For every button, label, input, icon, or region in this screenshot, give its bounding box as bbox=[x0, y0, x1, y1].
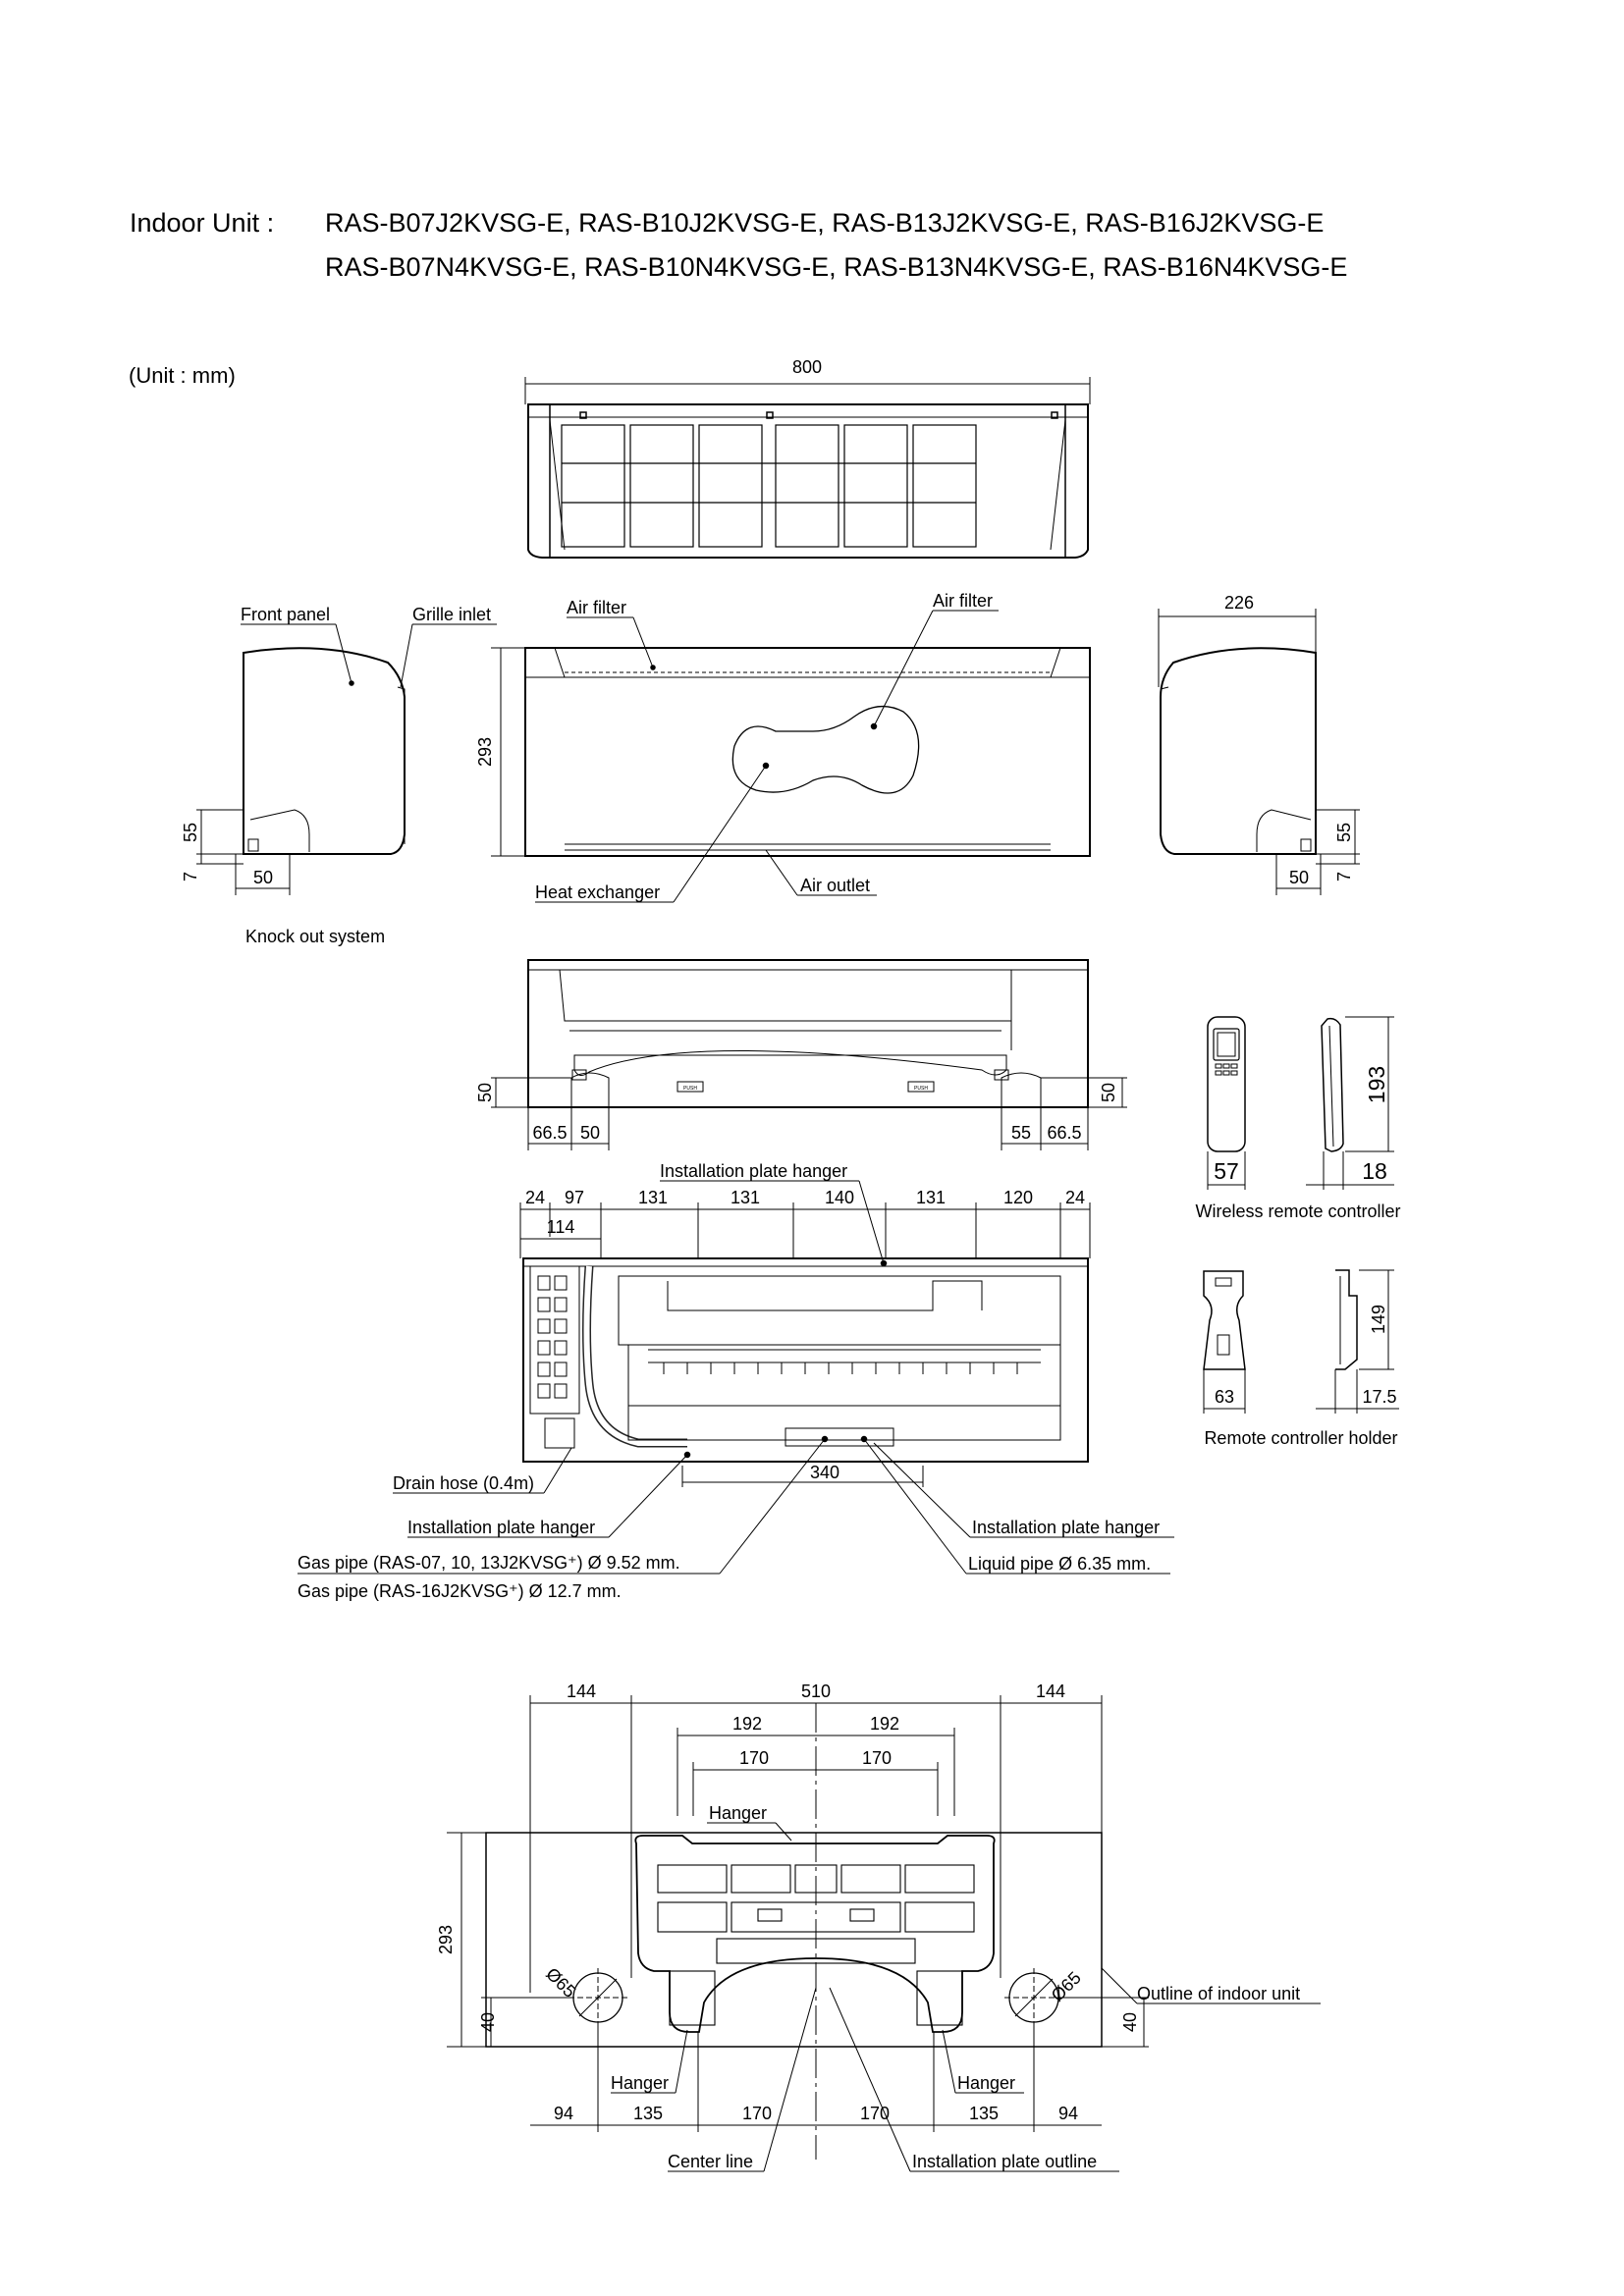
plate-height-dim: 293 bbox=[436, 1924, 456, 1955]
liquid-pipe-label: Liquid pipe Ø 6.35 mm. bbox=[968, 1554, 1152, 1574]
pipe-spacing-340: 340 bbox=[809, 1463, 840, 1482]
left-40-dim: 40 bbox=[478, 2011, 498, 2033]
heat-exchanger-label: Heat exchanger bbox=[535, 882, 661, 902]
header-label: Indoor Unit : bbox=[130, 208, 275, 238]
left-50-dim: 50 bbox=[252, 868, 274, 887]
top-view bbox=[525, 357, 1090, 558]
wireless-remote-view bbox=[1195, 1017, 1400, 1221]
remote-caption: Wireless remote controller bbox=[1195, 1201, 1401, 1221]
remote-height-dim: 193 bbox=[1364, 1065, 1389, 1104]
plate-bottom-94-left: 94 bbox=[553, 2104, 574, 2123]
plate-dim-192-right: 192 bbox=[869, 1714, 900, 1734]
bottom-66-5-right-dim: 66.5 bbox=[1047, 1123, 1082, 1143]
right-50-dim: 50 bbox=[1288, 868, 1310, 887]
installation-plate-view bbox=[436, 1682, 1321, 2171]
bottom-left-50-dim: 50 bbox=[475, 1082, 495, 1103]
spacing-97: 97 bbox=[564, 1188, 585, 1207]
remote-width-dim: 57 bbox=[1214, 1158, 1239, 1184]
push-right-label: PUSH bbox=[914, 1086, 928, 1092]
spacing-131-c: 131 bbox=[915, 1188, 947, 1207]
right-side-view bbox=[1159, 593, 1360, 895]
left-7-dim: 7 bbox=[181, 871, 200, 882]
plate-dim-510: 510 bbox=[800, 1682, 832, 1701]
plate-outline-label: Installation plate outline bbox=[912, 2152, 1098, 2171]
unit-note: (Unit : mm) bbox=[129, 363, 236, 388]
air-outlet-label: Air outlet bbox=[800, 876, 871, 895]
holder-width-dim: 63 bbox=[1214, 1387, 1235, 1407]
front-height-dim: 293 bbox=[475, 736, 495, 768]
spacing-120: 120 bbox=[1002, 1188, 1034, 1207]
plate-dim-170-left: 170 bbox=[738, 1748, 770, 1768]
plate-bottom-170-right: 170 bbox=[859, 2104, 891, 2123]
hole-left-diameter: Ø65 bbox=[542, 1963, 580, 2002]
center-line-label: Center line bbox=[668, 2152, 754, 2171]
plate-hanger-top-label: Installation plate hanger bbox=[660, 1161, 848, 1181]
bottom-55-right-dim: 55 bbox=[1010, 1123, 1032, 1143]
plate-hanger-right-label: Installation plate hanger bbox=[972, 1518, 1161, 1537]
grille-inlet-label: Grille inlet bbox=[412, 605, 492, 624]
gas-pipe-label-1: Gas pipe (RAS-07, 10, 13J2KVSG⁺) Ø 9.52 mm. bbox=[298, 1553, 680, 1573]
bottom-66-5-left-dim: 66.5 bbox=[532, 1123, 568, 1143]
push-left-label: PUSH bbox=[683, 1086, 697, 1092]
knock-out-system-label: Knock out system bbox=[245, 927, 386, 946]
spacing-114: 114 bbox=[546, 1217, 575, 1237]
spacing-131-a: 131 bbox=[637, 1188, 669, 1207]
back-view bbox=[298, 1161, 1174, 1601]
models-line-2: RAS-B07N4KVSG-E, RAS-B10N4KVSG-E, RAS-B13N4KVSG-E, RAS-B16N4KVSG-E bbox=[325, 252, 1348, 282]
holder-height-dim: 149 bbox=[1369, 1304, 1388, 1335]
air-filter-right-label: Air filter bbox=[933, 591, 994, 611]
drain-hose-label: Drain hose (0.4m) bbox=[393, 1473, 535, 1493]
top-width-dim: 800 bbox=[791, 357, 823, 377]
hanger-left-label: Hanger bbox=[611, 2073, 670, 2093]
plate-bottom-94-right: 94 bbox=[1057, 2104, 1079, 2123]
left-55-dim: 55 bbox=[181, 822, 200, 843]
front-view bbox=[475, 591, 1090, 902]
models-line-1: RAS-B07J2KVSG-E, RAS-B10J2KVSG-E, RAS-B13J2KVSG-E, RAS-B16J2KVSG-E bbox=[325, 208, 1325, 238]
plate-dim-144-right: 144 bbox=[1035, 1682, 1066, 1701]
right-7-dim: 7 bbox=[1334, 871, 1354, 882]
right-55-dim: 55 bbox=[1334, 822, 1354, 843]
holder-caption: Remote controller holder bbox=[1204, 1428, 1398, 1448]
spacing-131-b: 131 bbox=[730, 1188, 761, 1207]
remote-holder-view bbox=[1204, 1270, 1399, 1448]
plate-dim-170-right: 170 bbox=[861, 1748, 893, 1768]
plate-bottom-135-left: 135 bbox=[632, 2104, 664, 2123]
air-filter-left-label: Air filter bbox=[567, 598, 627, 617]
bottom-50-left-dim: 50 bbox=[579, 1123, 601, 1143]
outline-indoor-unit-label: Outline of indoor unit bbox=[1137, 1984, 1301, 2003]
holder-depth-dim: 17.5 bbox=[1362, 1387, 1397, 1407]
plate-bottom-170-left: 170 bbox=[741, 2104, 773, 2123]
right-depth-dim: 226 bbox=[1223, 593, 1255, 613]
remote-depth-dim: 18 bbox=[1362, 1158, 1387, 1184]
bottom-right-50-dim: 50 bbox=[1099, 1082, 1118, 1103]
spacing-24-left: 24 bbox=[524, 1188, 546, 1207]
spacing-140: 140 bbox=[824, 1188, 855, 1207]
gas-pipe-label-2: Gas pipe (RAS-16J2KVSG⁺) Ø 12.7 mm. bbox=[298, 1581, 622, 1601]
plate-hanger-left-label: Installation plate hanger bbox=[407, 1518, 596, 1537]
bottom-view bbox=[475, 960, 1127, 1150]
hanger-right-label: Hanger bbox=[957, 2073, 1016, 2093]
plate-dim-144-left: 144 bbox=[566, 1682, 597, 1701]
plate-bottom-135-right: 135 bbox=[968, 2104, 1000, 2123]
right-40-dim: 40 bbox=[1120, 2011, 1140, 2033]
front-panel-label: Front panel bbox=[241, 605, 331, 624]
hole-right-diameter: Ø65 bbox=[1047, 1967, 1085, 2005]
plate-dim-192-left: 192 bbox=[731, 1714, 763, 1734]
hanger-top-label: Hanger bbox=[709, 1803, 768, 1823]
spacing-24-right: 24 bbox=[1064, 1188, 1086, 1207]
left-side-view bbox=[181, 605, 497, 946]
